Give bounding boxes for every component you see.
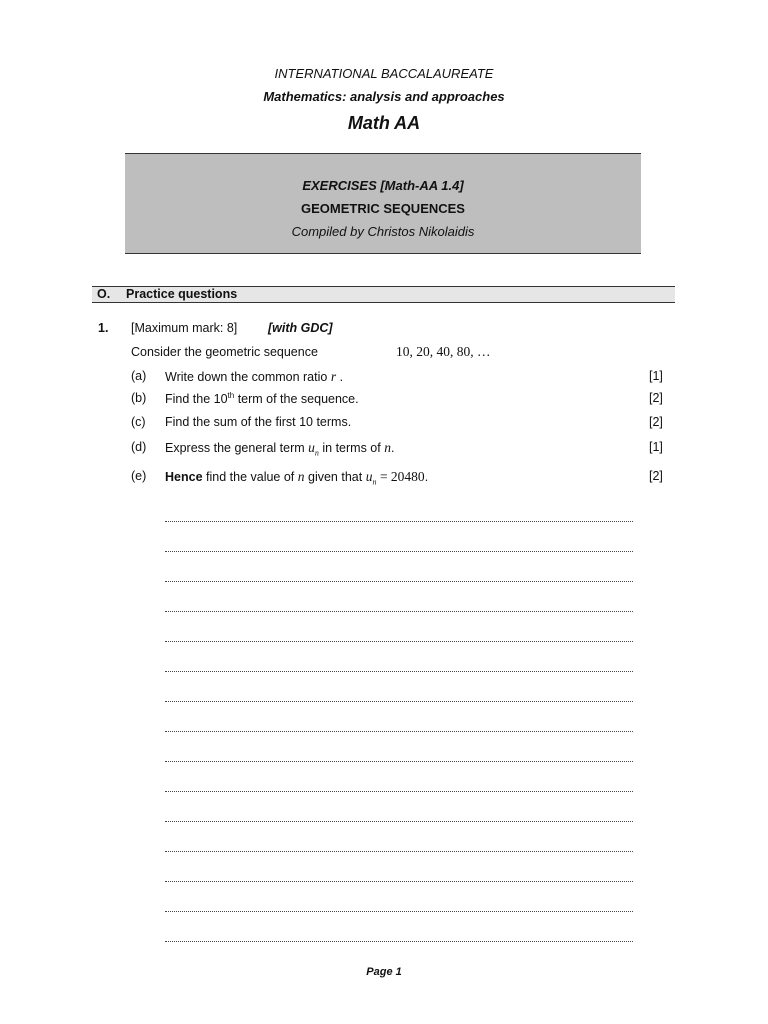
course-heading: Mathematics: analysis and approaches [263, 89, 505, 104]
sequence-terms: 10, 20, 40, 80, … [396, 344, 491, 359]
answer-line[interactable] [165, 641, 633, 642]
part-d-text: Express the general term $u_n$ in terms of n. [165, 440, 395, 458]
gdc-note: [with GDC] [268, 321, 333, 335]
question-number: 1. [98, 321, 109, 335]
subject-heading: Math AA [347, 113, 421, 133]
answer-line[interactable] [165, 881, 633, 882]
answer-line[interactable] [165, 611, 633, 612]
part-b-marks: [2] [649, 391, 663, 405]
answer-line[interactable] [165, 701, 633, 702]
answer-line[interactable] [165, 581, 633, 582]
part-d-label: (d) [131, 440, 147, 454]
part-a-text: Write down the common ratio r . [165, 369, 344, 384]
institution-heading: INTERNATIONAL BACCALAUREATE [274, 66, 494, 81]
exercises-title: EXERCISES [Math-AA 1.4] [302, 178, 464, 193]
part-e-label: (e) [131, 469, 147, 483]
answer-line[interactable] [165, 551, 633, 552]
part-e-marks: [2] [649, 469, 663, 483]
answer-line[interactable] [165, 731, 633, 732]
question-intro: Consider the geometric sequence [131, 345, 318, 359]
answer-line[interactable] [165, 941, 633, 942]
part-b-label: (b) [131, 391, 147, 405]
part-e-text: Hence find the value of n given that $u_n = 20480$. [165, 469, 429, 487]
part-a-label: (a) [131, 369, 147, 383]
page-number: Page 1 [366, 966, 402, 978]
title-box [125, 153, 641, 254]
answer-line[interactable] [165, 761, 633, 762]
section-number: O. [97, 287, 111, 301]
part-c-marks: [2] [649, 415, 663, 429]
part-c-label: (c) [131, 415, 146, 429]
part-c-text: Find the sum of the first 10 terms. [165, 415, 352, 429]
part-b-text: Find the 10th term of the sequence. [165, 391, 359, 407]
section-title: Practice questions [126, 287, 238, 301]
section-header [92, 286, 675, 303]
answer-line[interactable] [165, 671, 633, 672]
compiled-by: Compiled by Christos Nikolaidis [291, 224, 475, 239]
part-d-marks: [1] [649, 440, 663, 454]
part-a-marks: [1] [649, 369, 663, 383]
answer-line[interactable] [165, 851, 633, 852]
max-mark: [Maximum mark: 8] [131, 321, 238, 335]
answer-line[interactable] [165, 821, 633, 822]
answer-line[interactable] [165, 791, 633, 792]
topic-title: GEOMETRIC SEQUENCES [301, 201, 465, 216]
answer-line[interactable] [165, 521, 633, 522]
answer-line[interactable] [165, 911, 633, 912]
